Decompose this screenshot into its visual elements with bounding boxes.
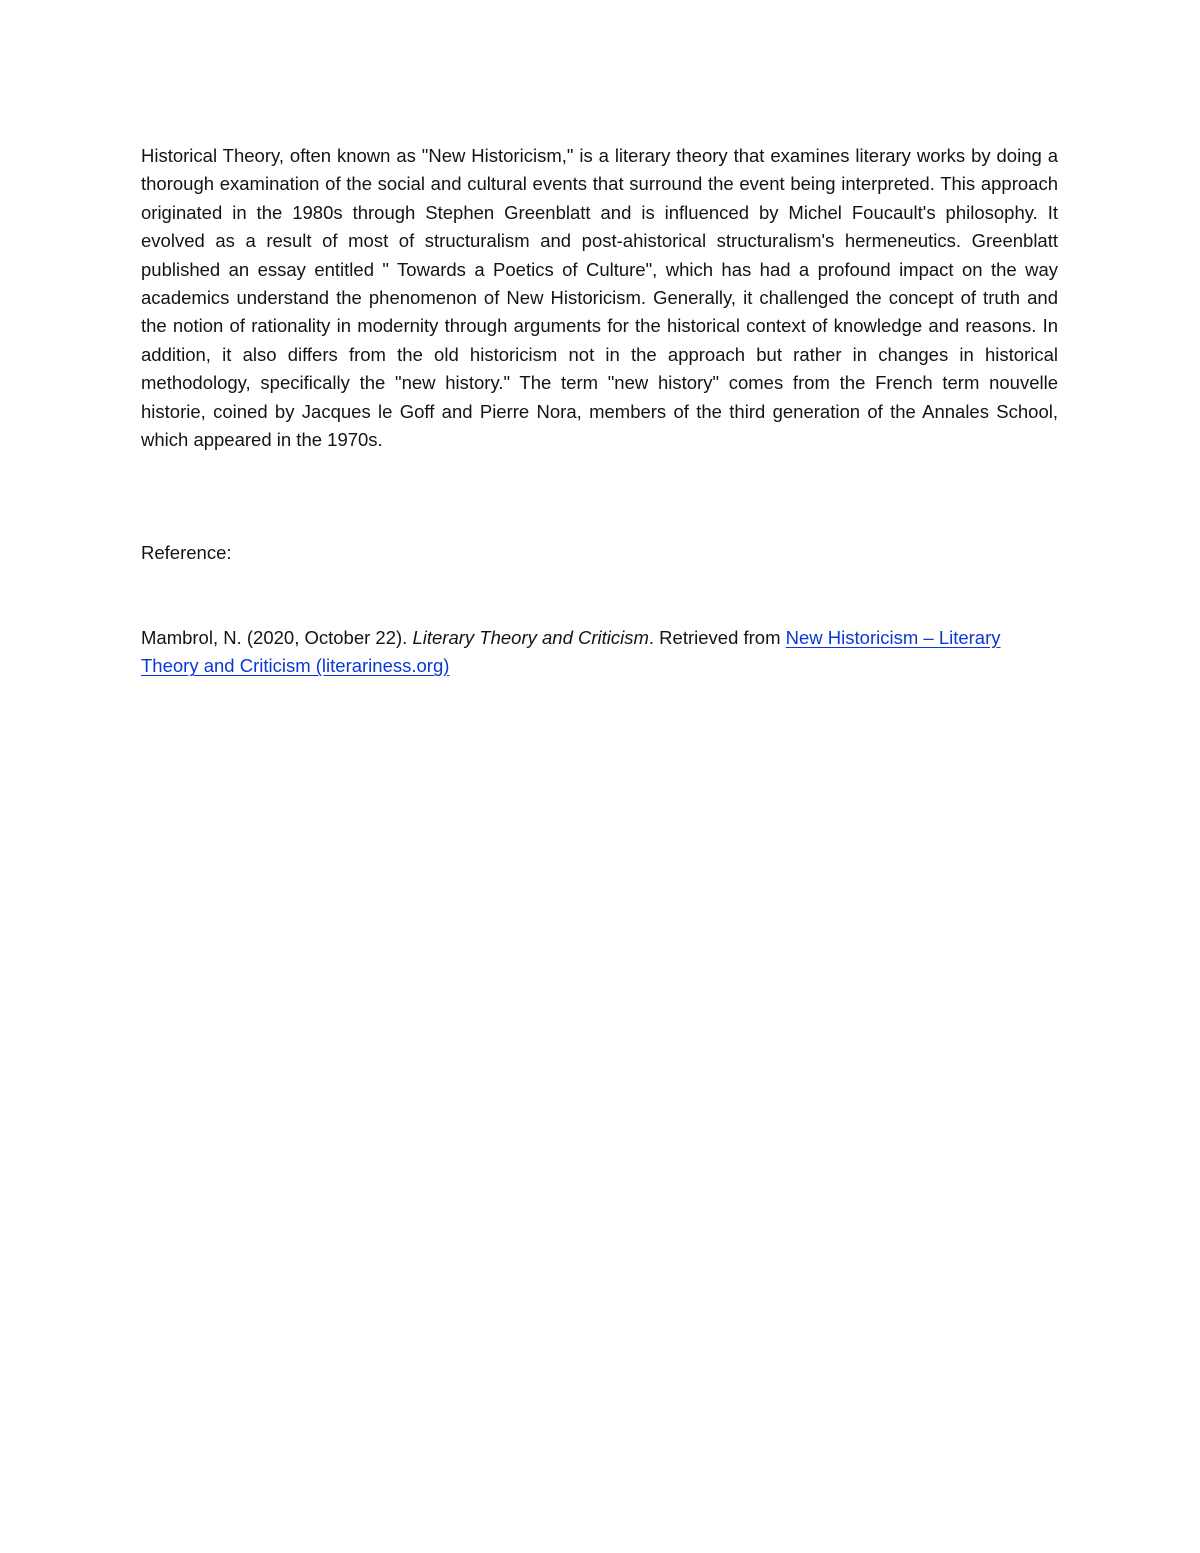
body-paragraph: Historical Theory, often known as "New Historicism," is a literary theory that examines literary works by doing a thorough examination of the social and cultural events that surround the event being interpreted. This approach originated in the 1980s through Stephen Greenblatt and is influenced by Michel Foucault's philosophy. It evolved as a result of most of structuralism and post-ahistorical structuralism's hermeneutics. Greenblatt published an essay entitled " Towards a Poetics of Culture", which has had a profound impact on the way academics understand the phenomenon of New Historicism. Generally, it challenged the concept of truth and the notion of rationality in modernity through arguments for the historical context of knowledge and reasons. In addition, it also differs from the old historicism not in the approach but rather in changes in historical methodology, specifically the "new history." The term "new history" comes from the French term nouvelle historie, coined by Jacques le Goff and Pierre Nora, members of the third generation of the Annales School, which appeared in the 1970s. xyxy=(141,145,1058,451)
citation-link[interactable]: New Historicism – Literary Theory and Criticism (literariness.org) xyxy=(141,626,1001,677)
citation xyxy=(141,624,1058,681)
citation-title: Literary Theory and Criticism xyxy=(412,626,649,648)
citation-author-date: Mambrol, N. (2020, October 22). xyxy=(141,626,413,648)
citation-retrieved-from: . Retrieved from xyxy=(648,626,786,648)
document-content xyxy=(141,142,1058,681)
reference-heading: Reference: xyxy=(141,542,232,564)
